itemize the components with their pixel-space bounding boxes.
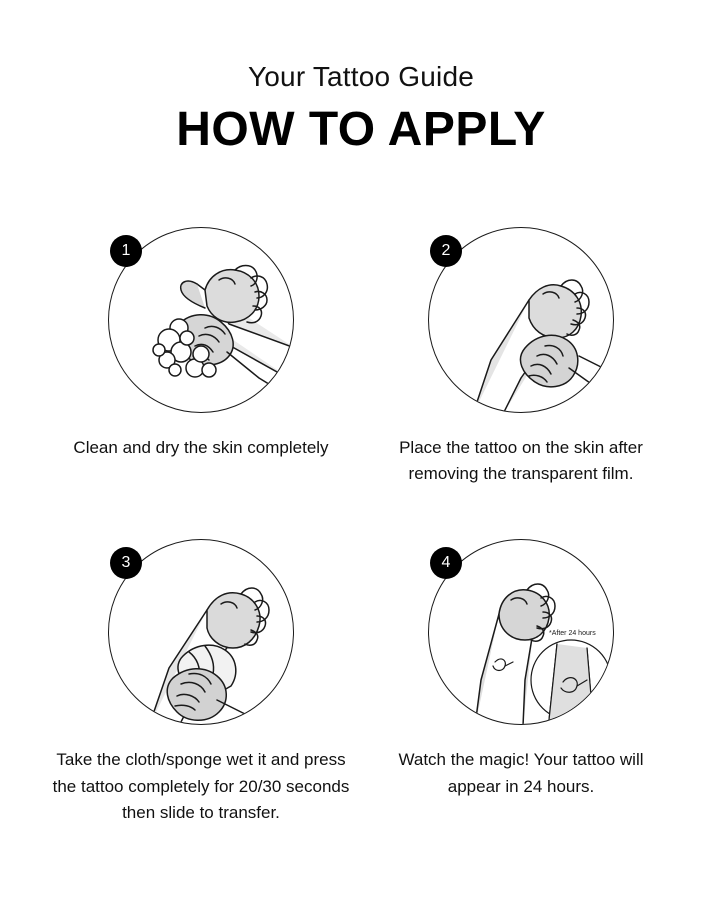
step-2 [361,227,681,488]
step-4-caption: Watch the magic! Your tattoo will appear in 24 hours. [398,750,644,796]
step-3-number-badge: 3 [110,547,142,579]
step-3-caption: Take the cloth/sponge wet it and press the tattoo completely for 20/30 seconds then slide to transfer. [52,750,350,823]
page-title: HOW TO APPLY [176,102,546,156]
step-2-number-badge: 2 [430,235,462,267]
step-1-number-badge: 1 [110,235,142,267]
page-header [176,60,546,157]
step-2-caption: Place the tattoo on the skin after removing the transparent film. [399,437,643,484]
step-2-illustration-wrap [428,227,614,413]
step-4-note-text: *After 24 hours [549,630,596,638]
step-4-number-badge: 4 [430,547,462,579]
step-1 [41,227,361,488]
steps-grid [41,227,681,827]
step-3 [41,539,361,826]
step-1-illustration-wrap [108,227,294,413]
page-eyebrow: Your Tattoo Guide [247,61,474,92]
step-1-caption: Clean and dry the skin completely [73,437,329,457]
step-4 [361,539,681,826]
step-4-illustration-wrap [428,539,614,725]
step-3-illustration-wrap [108,539,294,725]
